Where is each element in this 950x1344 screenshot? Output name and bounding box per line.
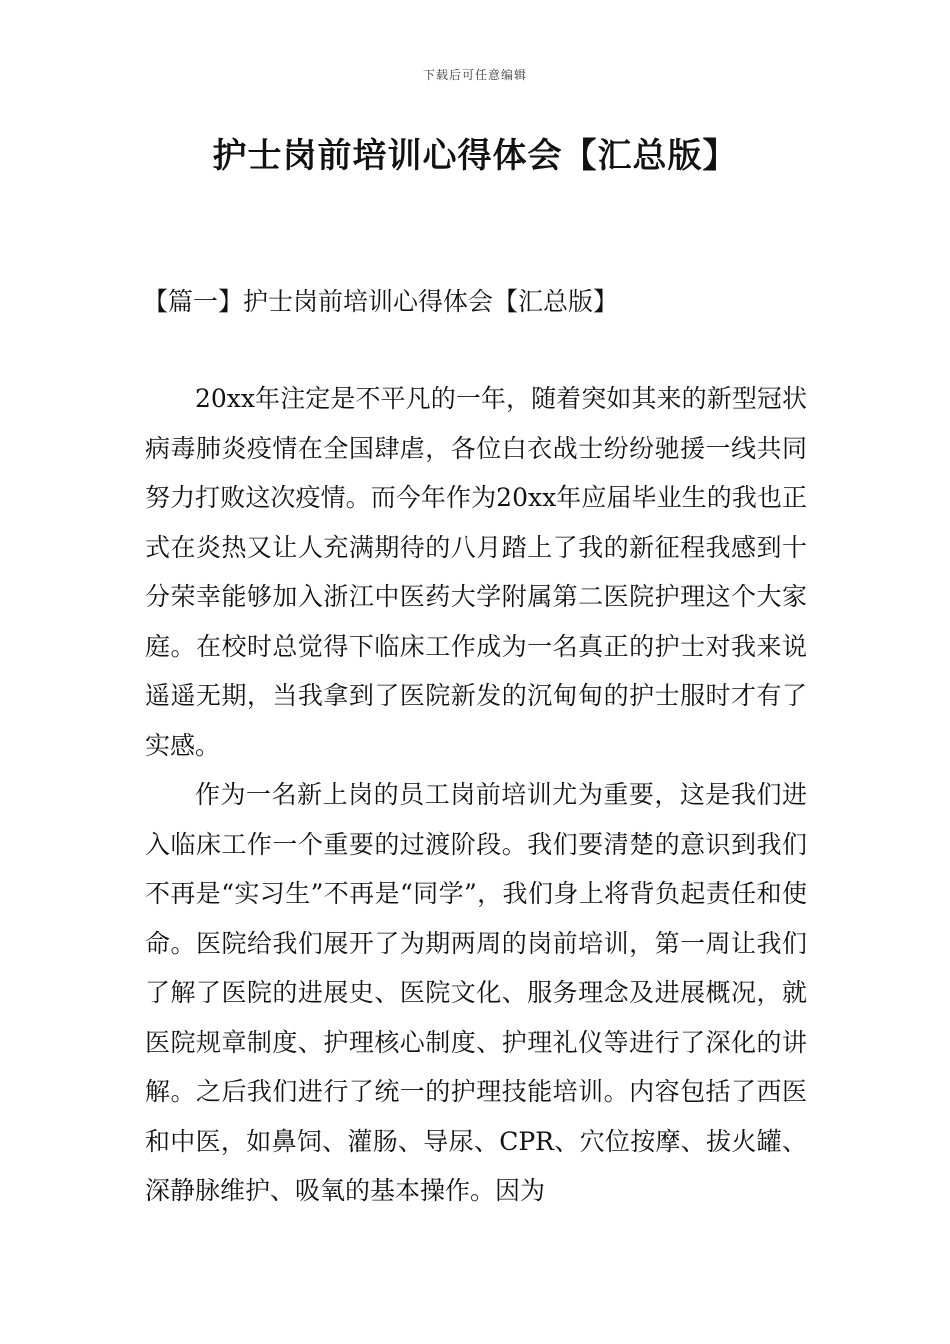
header-note: 下载后可任意编辑 [422, 68, 527, 82]
paragraph-1: 20xx年注定是不平凡的一年，随着突如其来的新型冠状病毒肺炎疫情在全国肆虐，各位白衣战士纷纷驰援一线共同努力打败这次疫情。而今年作为20xx年应届毕业生的我也正式在炎热又让人充满期待的八月踏上了我的新征程我感到十分荣幸能够加入浙江中医药大学附属第二医院护理这个大家庭。在校时总觉得下临床工作成为一名真正的护士对我来说遥遥无期，当我拿到了医院新发的沉甸甸的护士服时才有了实感。 [145, 384, 807, 760]
paragraph-2: 作为一名新上岗的员工岗前培训尤为重要，这是我们进入临床工作一个重要的过渡阶段。我们要清楚的意识到我们不再是“实习生”不再是“同学”，我们身上将背负起责任和使命。医院给我们展开了为期两周的岗前培训，第一周让我们了解了医院的进展史、医院文化、服务理念及进展概况，就医院规章制度、护理核心制度、护理礼仪等进行了深化的讲解。之后我们进行了统一的护理技能培训。内容包括了西医和中医，如鼻饲、灌肠、导尿、CPR、穴位按摩、拔火罐、深静脉维护、吸氧的基本操作。因为 [145, 780, 807, 1205]
document-title: 护士岗前培训心得体会【汇总版】 [212, 136, 738, 176]
document-body [145, 374, 807, 1216]
section-heading: 【篇一】护士岗前培训心得体会【汇总版】 [143, 287, 619, 316]
